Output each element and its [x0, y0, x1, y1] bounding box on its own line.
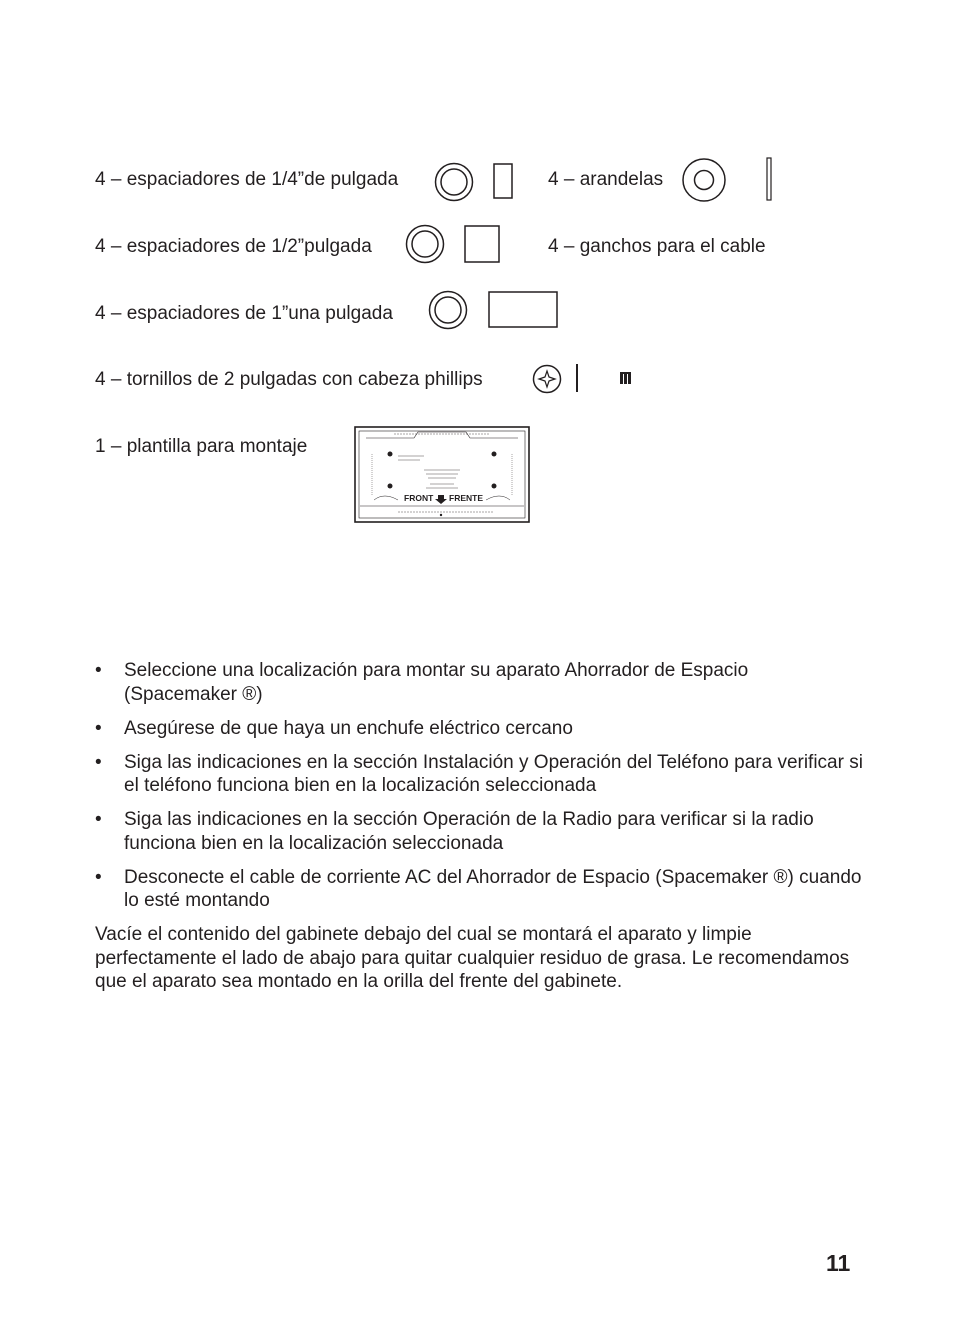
cabinet-prep-paragraph: Vacíe el contenido del gabinete debajo del cual se montará el aparato y limpie perfectamente el lado de abajo para quitar cualquier residuo de grasa. Le recomendamos que el aparato sea montado en la orilla del frente del gabinete. [95, 924, 850, 992]
part-washers: 4 – arandelas [548, 169, 664, 190]
instructions-list [95, 659, 865, 923]
list-item: • Siga las indicaciones en la sección Operación de la Radio para verificar si la radio funciona bien en la localización seleccionada [95, 809, 814, 854]
bullet-icon: • [95, 751, 102, 773]
list-item: • Seleccione una localización para montar su aparato Ahorrador de Espacio (Spacemaker ®) [95, 660, 749, 705]
washer-icon [682, 156, 778, 206]
bullet-icon: • [95, 809, 102, 830]
half-spacer-icon [405, 224, 505, 266]
part-screws: 4 – tornillos de 2 pulgadas con cabeza phillips [95, 369, 483, 390]
template-front-label: FRONT [404, 493, 434, 503]
bullet-icon: • [95, 866, 102, 888]
page-number: 11 [826, 1250, 851, 1276]
part-template: 1 – plantilla para montaje [95, 436, 308, 457]
part-cable-clips: 4 – ganchos para el cable [548, 236, 766, 257]
list-item: • Siga las indicaciones en la sección Instalación y Operación del Teléfono para verificar si el teléfono funciona bien en la localización seleccionada [95, 751, 863, 796]
bullet-icon: • [95, 660, 102, 681]
part-spacer-one: 4 – espaciadores de 1”una pulgada [95, 303, 393, 324]
template-frente-label: FRENTE [449, 493, 483, 503]
list-item: • Asegúrese de que haya un enchufe eléctrico cercano [95, 717, 573, 739]
quarter-spacer-icon [434, 160, 518, 204]
list-item: • Desconecte el cable de corriente AC del Ahorrador de Espacio (Spacemaker ®) cuando lo esté montando [95, 866, 862, 911]
bullet-icon: • [95, 717, 102, 739]
one-inch-spacer-icon [428, 288, 562, 332]
part-spacer-half: 4 – espaciadores de 1/2”pulgada [95, 236, 372, 257]
phillips-screw-icon [532, 362, 642, 394]
part-spacer-quarter: 4 – espaciadores de 1/4”de pulgada [95, 169, 399, 190]
mounting-template-icon [354, 426, 530, 523]
